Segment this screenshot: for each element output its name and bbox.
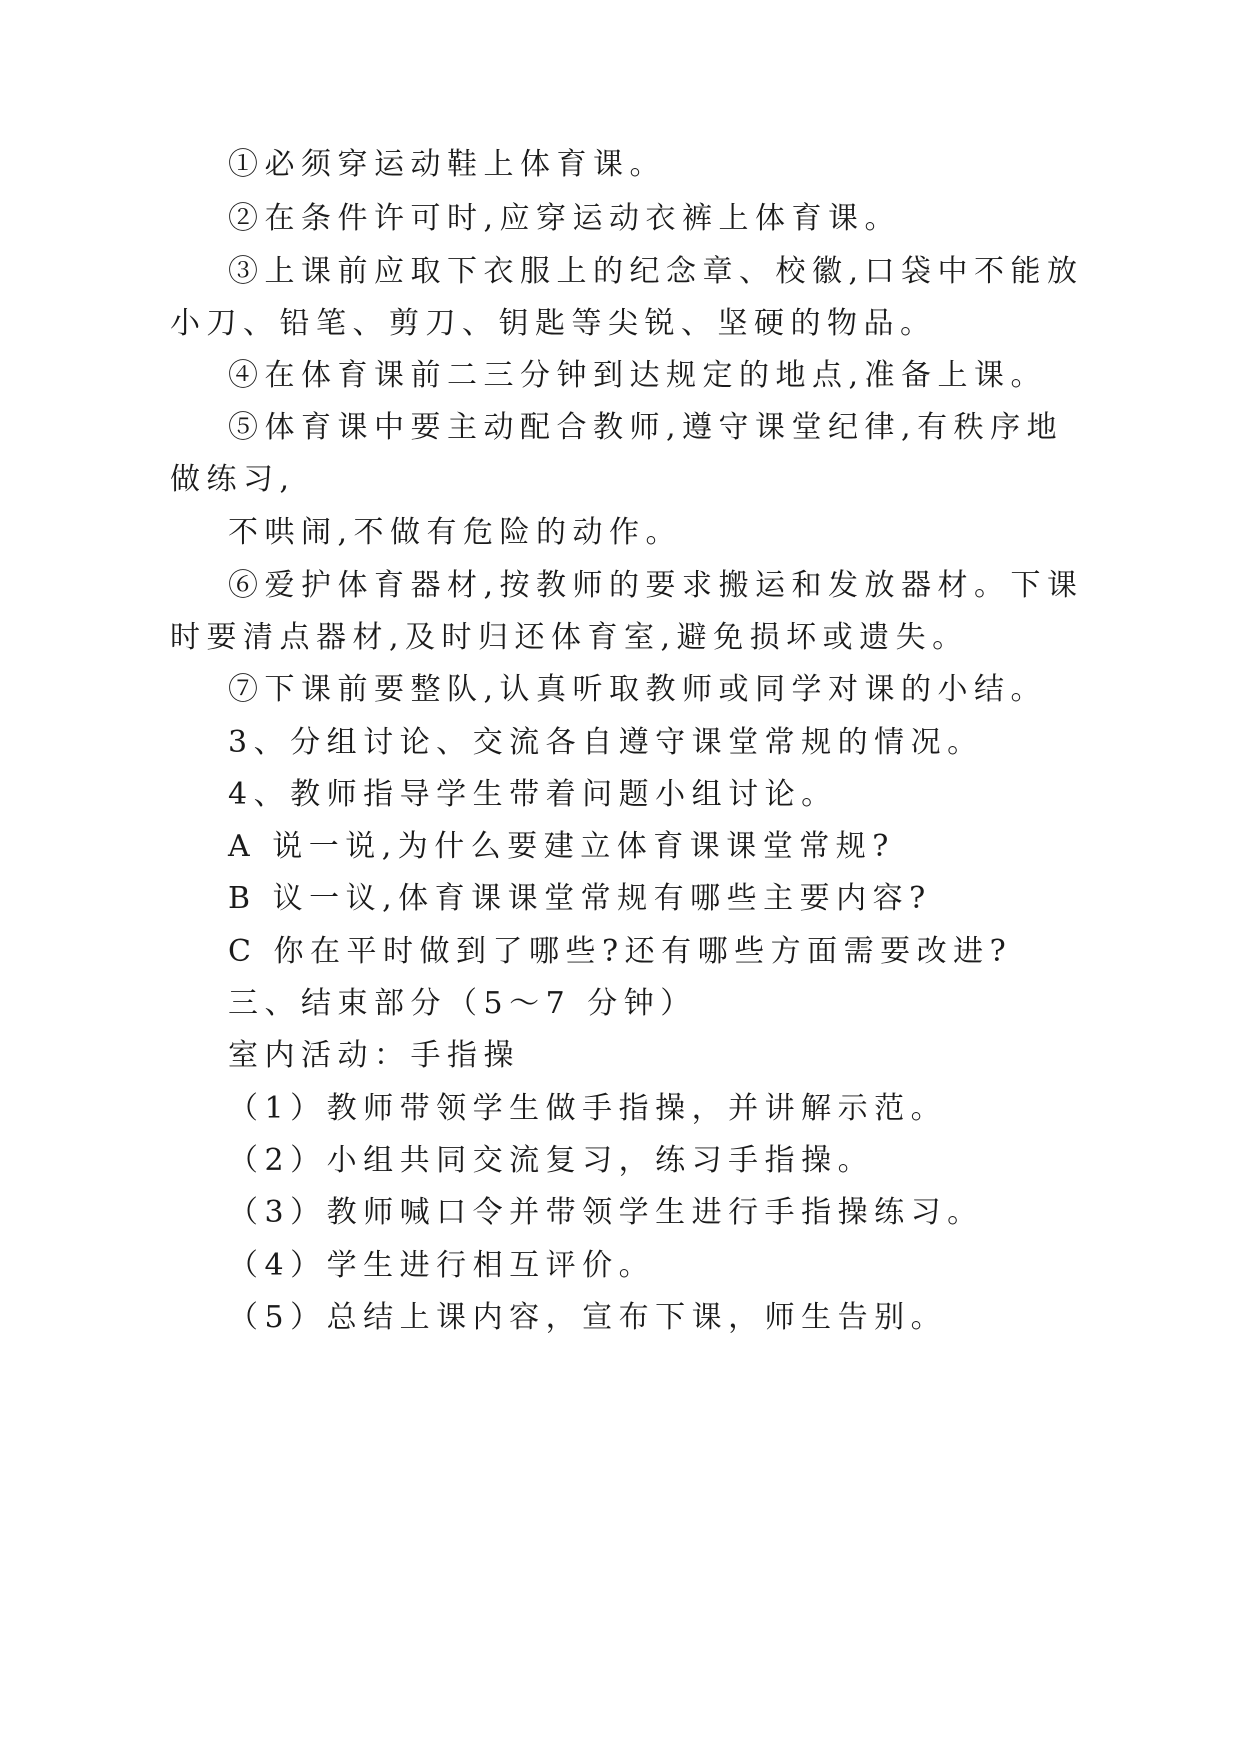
text-line: 三、结束部分（5～7 分钟） [228, 986, 697, 1021]
text-line: 室内活动：手指操 [228, 1038, 520, 1073]
text-line: （5）总结上课内容，宣布下课，师生告别。 [228, 1300, 948, 1335]
text-line: ⑤体育课中要主动配合教师,遵守课堂纪律,有秩序地 [228, 410, 1064, 445]
text-line: ①必须穿运动鞋上体育课。 [228, 147, 666, 182]
text-line: （3）教师喊口令并带领学生进行手指操练习。 [228, 1195, 984, 1230]
text-line: 3、分组讨论、交流各自遵守课堂常规的情况。 [228, 725, 984, 760]
text-line: （1）教师带领学生做手指操，并讲解示范。 [228, 1091, 948, 1126]
text-line: 小刀、铅笔、剪刀、钥匙等尖锐、坚硬的物品。 [170, 306, 937, 341]
text-line: ②在条件许可时,应穿运动衣裤上体育课。 [228, 201, 902, 236]
text-line: ⑥爱护体育器材,按教师的要求搬运和发放器材。下课 [228, 568, 1084, 603]
text-line: （4）学生进行相互评价。 [228, 1248, 656, 1283]
text-line: A 说一说,为什么要建立体育课课堂常规? [228, 829, 895, 864]
text-line: ④在体育课前二三分钟到达规定的地点,准备上课。 [228, 358, 1048, 393]
text-line: B 议一议,体育课课堂常规有哪些主要内容? [228, 881, 932, 916]
text-line: 4、教师指导学生带着问题小组讨论。 [228, 777, 838, 812]
text-line: 时要清点器材,及时归还体育室,避免损坏或遗失。 [170, 620, 969, 655]
text-line: C 你在平时做到了哪些?还有哪些方面需要改进? [228, 934, 1013, 969]
text-line: ③上课前应取下衣服上的纪念章、校徽,口袋中不能放 [228, 254, 1084, 289]
text-line: 做练习, [170, 462, 296, 497]
text-line: ⑦下课前要整队,认真听取教师或同学对课的小结。 [228, 672, 1048, 707]
text-line: （2）小组共同交流复习，练习手指操。 [228, 1143, 875, 1178]
text-line: 不哄闹,不做有危险的动作。 [228, 515, 683, 550]
